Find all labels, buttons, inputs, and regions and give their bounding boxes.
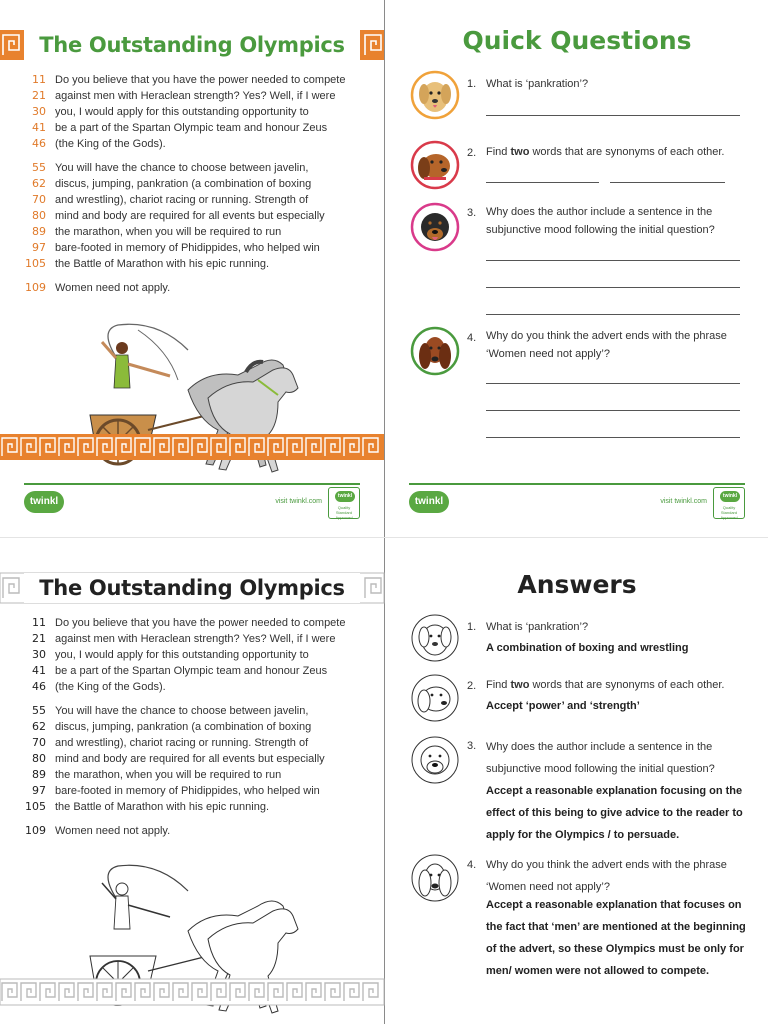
line-number: 46: [32, 680, 46, 693]
question-text: Why does the author include a sentence in the subjunctive mood following the initial question?: [486, 741, 715, 775]
line-text: bare-footed in memory of Phidippides, who helped win: [55, 242, 320, 254]
passage-page-colour: [0, 0, 384, 520]
passage-line: [0, 256, 384, 272]
passage-line: [0, 767, 384, 783]
question-number: 1.: [467, 621, 477, 633]
line-text: (the King of the Gods).: [55, 138, 166, 150]
quality-badge: [328, 487, 360, 519]
line-text: the Battle of Marathon with his epic running.: [55, 801, 270, 813]
answer-line-1[interactable]: [486, 182, 599, 183]
answers-heading: Answers: [517, 570, 637, 599]
line-number: 70: [32, 193, 46, 206]
question-text-bold: two: [510, 146, 530, 158]
question-text-bold: two: [510, 679, 530, 691]
line-text: the marathon, when you will be required to run: [55, 226, 282, 238]
footer-rule: [24, 483, 360, 485]
line-text: and wrestling), chariot racing or running. Strength of: [55, 194, 309, 206]
line-text: be a part of the Spartan Olympic team and honour Zeus: [55, 665, 328, 677]
line-text: the marathon, when you will be required to run: [55, 769, 282, 781]
answer-text: Accept ‘power’ and ‘strength’: [486, 700, 640, 712]
line-number: 97: [32, 241, 46, 254]
question-text-post: words that are synonyms of each other.: [529, 146, 725, 158]
line-number: 11: [32, 73, 46, 86]
line-number: 109: [25, 281, 46, 294]
question-number: 4.: [467, 332, 477, 344]
visit-link[interactable]: visit twinkl.com: [275, 498, 322, 505]
passage-line: [0, 647, 384, 663]
passage-line: [0, 719, 384, 735]
answer-line-2[interactable]: [486, 287, 740, 288]
footer: [0, 483, 384, 523]
line-number: 55: [32, 161, 46, 174]
line-number: 30: [32, 105, 46, 118]
answer-line-2[interactable]: [610, 182, 725, 183]
badge-text: Quality Standard Approved: [720, 505, 738, 520]
question-number: 4.: [467, 859, 477, 871]
line-text: discus, jumping, pankration (a combination of boxing: [55, 178, 312, 190]
passage-line: [0, 679, 384, 695]
rottweiler-avatar-icon: [410, 202, 460, 252]
line-number: 109: [25, 824, 46, 837]
passage-paragraph: [0, 160, 384, 272]
line-text: the Battle of Marathon with his epic running.: [55, 258, 270, 270]
line-text: discus, jumping, pankration (a combination of boxing: [55, 721, 312, 733]
line-text: You will have the chance to choose between javelin,: [55, 162, 309, 174]
line-number: 21: [32, 632, 46, 645]
line-text: against men with Heraclean strength? Yes? Well, if I were: [55, 633, 336, 645]
bloodhound-avatar-icon: [410, 326, 460, 376]
footer-rule: [409, 483, 745, 485]
line-number: 80: [32, 209, 46, 222]
line-number: 105: [25, 257, 46, 270]
rottweiler-outline-icon: [410, 735, 460, 785]
line-text: Women need not apply.: [55, 282, 171, 294]
answer-line-3[interactable]: [486, 437, 740, 438]
question-text: What is ‘pankration’?: [486, 78, 589, 90]
twinkl-logo[interactable]: twinkl: [24, 491, 64, 513]
answer-line-2[interactable]: [486, 410, 740, 411]
passage-text: [0, 72, 384, 304]
line-text: and wrestling), chariot racing or running. Strength of: [55, 737, 309, 749]
title-banner: [0, 573, 384, 603]
line-text: be a part of the Spartan Olympic team and honour Zeus: [55, 122, 328, 134]
line-number: 62: [32, 720, 46, 733]
footer: [385, 483, 769, 523]
line-number: 97: [32, 784, 46, 797]
passage-line: [0, 120, 384, 136]
line-text: you, I would apply for this outstanding opportunity to: [55, 106, 309, 118]
greek-key-border-bottom: [0, 434, 384, 460]
page-title: The Outstanding Olympics: [24, 30, 360, 60]
line-number: 62: [32, 177, 46, 190]
passage-line: [0, 160, 384, 176]
line-text: Do you believe that you have the power needed to compete: [55, 617, 346, 629]
line-number: 55: [32, 704, 46, 717]
line-number: 89: [32, 768, 46, 781]
line-number: 105: [25, 800, 46, 813]
question-number: 3.: [467, 740, 477, 752]
golden-retriever-outline-icon: [410, 613, 460, 663]
visit-link[interactable]: visit twinkl.com: [660, 498, 707, 505]
passage-text: [0, 615, 384, 847]
quick-questions-page: [385, 0, 769, 520]
badge-logo: twinkl: [720, 491, 740, 502]
question-text-post: words that are synonyms of each other.: [529, 679, 725, 691]
passage-paragraph: [0, 615, 384, 695]
question-number: 3.: [467, 207, 477, 219]
passage-line: [0, 88, 384, 104]
answer-text: Accept a reasonable explanation that focuses on the fact that ‘men’ are mentioned at the beginning of the advert, so these Olympics must be only for men/ women were not allowed to compete.: [486, 899, 746, 977]
question-text-pre: Find: [486, 146, 511, 158]
dachshund-outline-icon: [410, 673, 460, 723]
question-number: 2.: [467, 147, 477, 159]
passage-line: [0, 783, 384, 799]
passage-line: [0, 176, 384, 192]
question-text: [486, 143, 746, 161]
line-text: (the King of the Gods).: [55, 681, 166, 693]
answer-text: Accept a reasonable explanation focusing on the effect of this being to give advice to the reader to apply for the Olympics / to persuade.: [486, 785, 743, 841]
line-text: mind and body are required for all events but especially: [55, 753, 325, 765]
line-number: 30: [32, 648, 46, 661]
passage-line: [0, 72, 384, 88]
answer-line[interactable]: [486, 115, 740, 116]
passage-line: [0, 104, 384, 120]
line-text: You will have the chance to choose between javelin,: [55, 705, 309, 717]
line-number: 89: [32, 225, 46, 238]
answer-line-1[interactable]: [486, 383, 740, 384]
passage-line: [0, 136, 384, 152]
passage-line: [0, 703, 384, 719]
line-text: Do you believe that you have the power needed to compete: [55, 74, 346, 86]
question-number: 2.: [467, 680, 477, 692]
passage-line: [0, 823, 384, 839]
passage-paragraph: [0, 280, 384, 296]
question-text: What is ‘pankration’?: [486, 621, 589, 633]
answers-page: [385, 543, 769, 1024]
question-text: [486, 676, 746, 694]
line-number: 41: [32, 664, 46, 677]
passage-line: [0, 224, 384, 240]
passage-paragraph: [0, 72, 384, 152]
answer-line-3[interactable]: [486, 314, 740, 315]
passage-line: [0, 663, 384, 679]
golden-retriever-avatar-icon: [410, 70, 460, 120]
passage-page-mono: [0, 543, 384, 1024]
page-divider-horizontal: [0, 537, 768, 538]
passage-line: [0, 735, 384, 751]
greek-key-border-bottom: [0, 979, 384, 1005]
bloodhound-outline-icon: [410, 853, 460, 903]
line-text: Women need not apply.: [55, 825, 171, 837]
answer-line-1[interactable]: [486, 260, 740, 261]
line-number: 70: [32, 736, 46, 749]
line-text: you, I would apply for this outstanding opportunity to: [55, 649, 309, 661]
line-number: 21: [32, 89, 46, 102]
quick-questions-heading: Quick Questions: [462, 26, 692, 55]
question-text: Why do you think the advert ends with the phrase ‘Women need not apply’?: [486, 859, 727, 893]
passage-line: [0, 615, 384, 631]
badge-text: Quality Standard Approved: [335, 505, 353, 520]
line-number: 41: [32, 121, 46, 134]
passage-line: [0, 240, 384, 256]
line-number: 11: [32, 616, 46, 629]
passage-line: [0, 208, 384, 224]
twinkl-logo[interactable]: twinkl: [409, 491, 449, 513]
page-title: The Outstanding Olympics: [24, 573, 360, 603]
line-text: bare-footed in memory of Phidippides, who helped win: [55, 785, 320, 797]
passage-line: [0, 799, 384, 815]
question-number: 1.: [467, 78, 477, 90]
line-number: 46: [32, 137, 46, 150]
line-text: mind and body are required for all events but especially: [55, 210, 325, 222]
question-text-pre: Find: [486, 679, 511, 691]
dachshund-avatar-icon: [410, 140, 460, 190]
title-banner: [0, 30, 384, 60]
passage-line: [0, 751, 384, 767]
question-text: Why does the author include a sentence in the subjunctive mood following the initial question?: [486, 206, 715, 236]
answer-text: A combination of boxing and wrestling: [486, 642, 689, 654]
passage-line: [0, 631, 384, 647]
passage-line: [0, 192, 384, 208]
passage-paragraph: [0, 823, 384, 839]
line-text: against men with Heraclean strength? Yes? Well, if I were: [55, 90, 336, 102]
passage-line: [0, 280, 384, 296]
badge-logo: twinkl: [335, 491, 355, 502]
quality-badge: [713, 487, 745, 519]
question-text: Why do you think the advert ends with the phrase ‘Women need not apply’?: [486, 330, 727, 360]
line-number: 80: [32, 752, 46, 765]
passage-paragraph: [0, 703, 384, 815]
